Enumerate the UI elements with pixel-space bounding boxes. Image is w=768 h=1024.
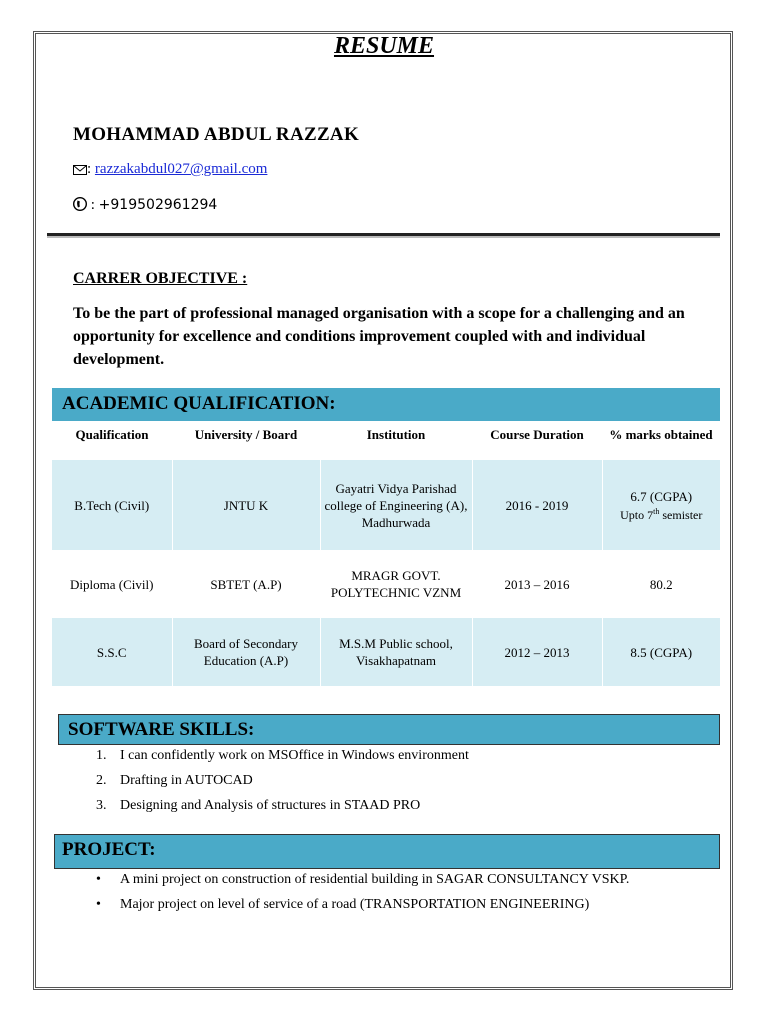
bullet-icon: • (96, 872, 101, 887)
candidate-name: MOHAMMAD ABDUL RAZZAK (73, 124, 360, 145)
marks-cell (602, 460, 720, 550)
marks-value: 6.7 (CGPA) (630, 489, 693, 504)
duration-cell: 2012 – 2013 (472, 618, 602, 686)
project-heading: PROJECT: (54, 834, 720, 869)
email-prefix: : (87, 161, 95, 177)
column-header: Qualification (75, 427, 149, 442)
list-item: 3. Designing and Analysis of structures in STAAD PRO (96, 798, 421, 813)
project-list (96, 867, 629, 917)
table-header-row (52, 423, 720, 460)
marks-note: Upto 7th semister (620, 507, 703, 522)
board-cell: JNTU K (172, 460, 320, 550)
institution-cell: Gayatri Vidya Parishad college of Engineering (A), Madhurwada (320, 460, 472, 550)
email-row (73, 161, 267, 178)
objective-text: To be the part of professional managed organisation with a scope for a challenging and an opportunity for excellence and conditions improvement coupled with and individual development. (73, 305, 685, 368)
mail-icon (73, 165, 87, 175)
phone-number: +919502961294 (98, 197, 218, 213)
qualification-cell: Diploma (Civil) (52, 550, 172, 618)
column-header: % marks obtained (609, 427, 713, 442)
marks-cell: 8.5 (CGPA) (602, 618, 720, 686)
column-header: University / Board (194, 427, 298, 442)
duration-cell: 2013 – 2016 (472, 550, 602, 618)
software-list (96, 743, 469, 818)
column-header: Course Duration (490, 427, 584, 442)
institution-cell: M.S.M Public school, Visakhapatnam (320, 618, 472, 686)
header-divider (47, 233, 720, 236)
marks-cell: 80.2 (602, 550, 720, 618)
academic-heading: ACADEMIC QUALIFICATION: (52, 388, 720, 421)
software-heading: SOFTWARE SKILLS: (58, 714, 720, 745)
column-header: Institution (366, 427, 426, 442)
list-item: 2. Drafting in AUTOCAD (96, 773, 253, 788)
board-cell: SBTET (A.P) (172, 550, 320, 618)
list-item: • Major project on level of service of a road (TRANSPORTATION ENGINEERING) (96, 892, 629, 917)
academic-table (52, 423, 720, 686)
table-row (52, 460, 720, 550)
bullet-icon: • (96, 897, 101, 912)
objective-heading: CARRER OBJECTIVE : (73, 270, 248, 287)
qualification-cell: B.Tech (Civil) (52, 460, 172, 550)
phone-row (73, 197, 217, 214)
table-row (52, 550, 720, 618)
duration-cell: 2016 - 2019 (472, 460, 602, 550)
table-row (52, 618, 720, 686)
phone-prefix: : (87, 197, 99, 213)
list-item: • A mini project on construction of residential building in SAGAR CONSULTANCY VSKP. (96, 867, 629, 892)
phone-icon (73, 197, 87, 211)
qualification-cell: S.S.C (52, 618, 172, 686)
email-link[interactable]: razzakabdul027@gmail.com (94, 161, 268, 177)
board-cell: Board of Secondary Education (A.P) (172, 618, 320, 686)
list-item: 1. I can confidently work on MSOffice in Windows environment (96, 748, 469, 763)
institution-cell: MRAGR GOVT. POLYTECHNIC VZNM (320, 550, 472, 618)
resume-title: RESUME (333, 33, 435, 59)
